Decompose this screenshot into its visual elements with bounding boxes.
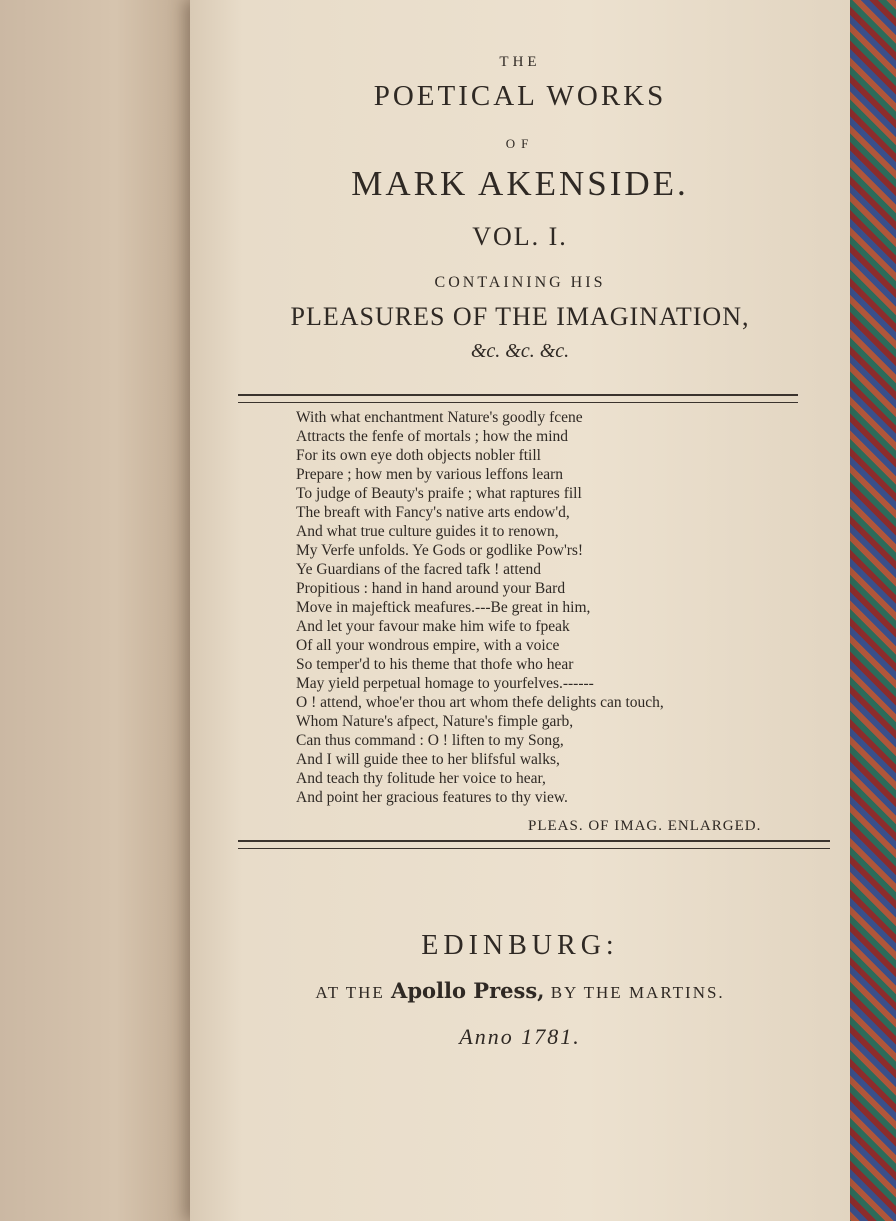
- poem-line: Of all your wondrous empire, with a voice: [296, 637, 560, 654]
- poem-line: And I will guide thee to her blifsful walks,: [296, 751, 560, 768]
- poem-line: And point her gracious features to thy view.: [296, 789, 568, 806]
- title-page: [190, 0, 850, 1221]
- poem-line: Propitious : hand in hand around your Bard: [296, 580, 566, 597]
- imprint-place: EDINBURG:: [421, 930, 619, 961]
- title-the: THE: [499, 54, 541, 70]
- poem-line: O ! attend, whoe'er thou art whom thefe delights can touch,: [296, 694, 664, 711]
- press-suffix: BY THE MARTINS.: [550, 983, 725, 1002]
- containing-label: CONTAINING HIS: [434, 274, 606, 291]
- imprint-printer: [190, 978, 850, 1003]
- left-page-bleedthrough: [0, 0, 210, 1221]
- poem-line: With what enchantment Nature's goodly fcene: [296, 409, 583, 426]
- poem-line: Attracts the fenfe of mortals ; how the mind: [296, 428, 569, 445]
- poem-line: So temper'd to his theme that thofe who hear: [296, 656, 574, 673]
- book-title: POETICAL WORKS: [373, 80, 667, 112]
- poem-line: My Verfe unfolds. Ye Gods or godlike Pow'rs!: [296, 542, 584, 559]
- poem-line: And let your favour make him wife to fpeak: [296, 618, 570, 635]
- author-name: MARK AKENSIDE.: [351, 164, 689, 203]
- poem-line: And what true culture guides it to renown,: [296, 523, 559, 540]
- volume-label: VOL. I.: [472, 222, 568, 251]
- bottom-double-rule: [238, 840, 830, 849]
- poem-line: And teach thy folitude her voice to hear,: [296, 770, 546, 787]
- imprint-year: Anno 1781.: [459, 1024, 581, 1049]
- epigraph-poem: [296, 408, 816, 807]
- epigraph-attribution: PLEAS. OF IMAG. ENLARGED.: [528, 818, 762, 834]
- book-subtitle: PLEASURES OF THE IMAGINATION,: [290, 302, 750, 331]
- top-double-rule: [238, 394, 798, 403]
- press-name: Apollo Press,: [391, 978, 545, 1003]
- press-prefix: AT THE: [315, 983, 385, 1002]
- etcetera: &c. &c. &c.: [470, 340, 570, 362]
- poem-line: May yield perpetual homage to yourfelves.------: [296, 675, 594, 692]
- poem-line: The breaft with Fancy's native arts endow'd,: [296, 504, 570, 521]
- poem-line: Ye Guardians of the facred tafk ! attend: [296, 561, 542, 578]
- title-of: OF: [505, 136, 535, 151]
- poem-line: Move in majeftick meafures.---Be great in him,: [296, 599, 591, 616]
- poem-line: To judge of Beauty's praife ; what raptures fill: [296, 485, 582, 502]
- poem-line: Whom Nature's afpect, Nature's fimple garb,: [296, 713, 574, 730]
- poem-line: For its own eye doth objects nobler ftill: [296, 447, 541, 464]
- poem-line: Prepare ; how men by various leffons learn: [296, 466, 564, 483]
- poem-line: Can thus command : O ! liften to my Song,: [296, 732, 564, 749]
